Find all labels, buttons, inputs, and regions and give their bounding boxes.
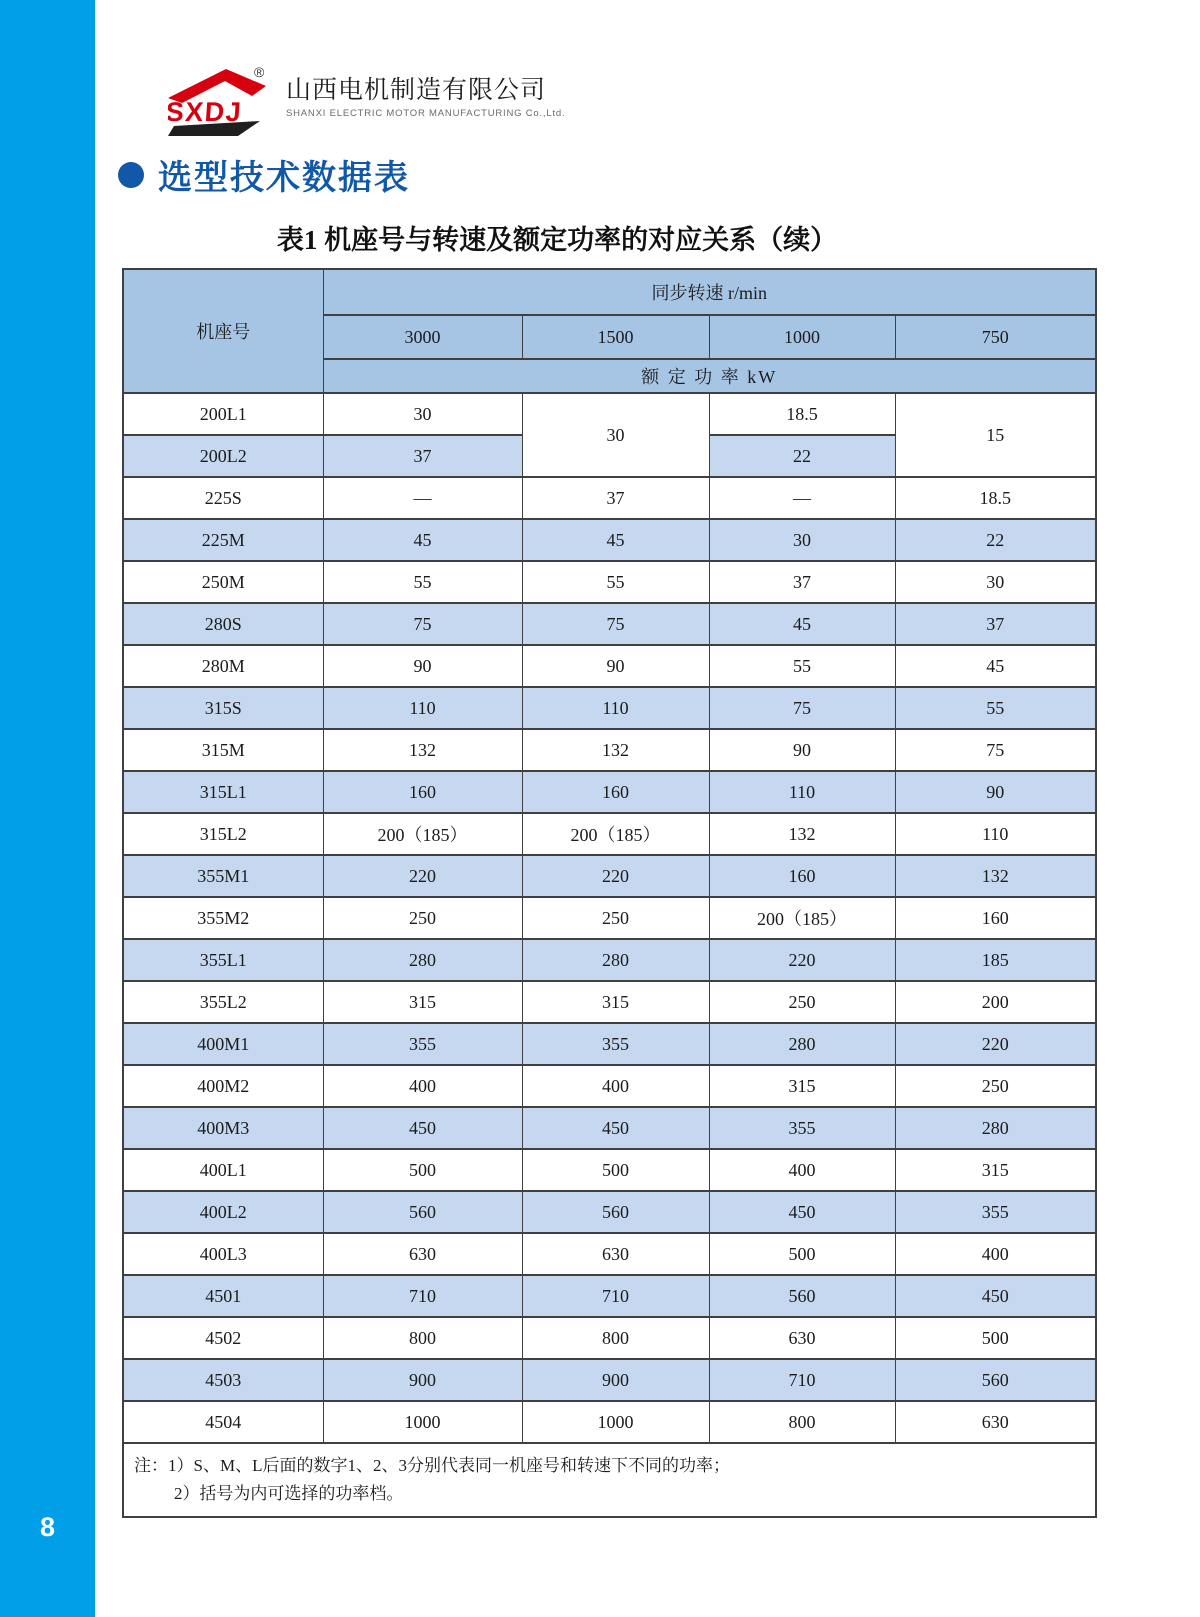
power-cell: 500 — [709, 1233, 895, 1275]
note-line-2: 2）括号为内可选择的功率档。 — [173, 1484, 404, 1504]
table-body — [123, 393, 1096, 1443]
power-cell: 560 — [323, 1191, 522, 1233]
power-cell: 45 — [709, 603, 895, 645]
power-cell: 500 — [323, 1149, 522, 1191]
table-row — [123, 561, 1096, 603]
frame-cell: 280S — [123, 603, 323, 645]
company-name-en: SHANXI ELECTRIC MOTOR MANUFACTURING Co.,Ltd. — [286, 107, 566, 119]
power-cell: 560 — [522, 1191, 709, 1233]
power-cell: 250 — [895, 1065, 1096, 1107]
power-cell: 1000 — [323, 1401, 522, 1443]
power-cell: 315 — [323, 981, 522, 1023]
power-cell: 900 — [522, 1359, 709, 1401]
power-cell: 45 — [895, 645, 1096, 687]
power-cell: 55 — [895, 687, 1096, 729]
frame-cell: 4503 — [123, 1359, 323, 1401]
table-row — [123, 729, 1096, 771]
power-cell: 315 — [895, 1149, 1096, 1191]
frame-cell: 4502 — [123, 1317, 323, 1359]
registered-trademark-icon: ® — [254, 64, 265, 80]
power-cell: 280 — [323, 939, 522, 981]
power-cell: 630 — [522, 1233, 709, 1275]
table-header — [123, 269, 1096, 393]
table-row — [123, 1191, 1096, 1233]
power-cell: 75 — [522, 603, 709, 645]
frame-cell: 4504 — [123, 1401, 323, 1443]
table-row — [123, 1359, 1096, 1401]
table-footer — [123, 1443, 1096, 1517]
power-cell: 220 — [522, 855, 709, 897]
speed-header-750: 750 — [895, 315, 1096, 359]
power-cell: 250 — [522, 897, 709, 939]
table-notes — [123, 1443, 1096, 1517]
power-cell: 132 — [323, 729, 522, 771]
frame-cell: 400M3 — [123, 1107, 323, 1149]
power-cell: 160 — [323, 771, 522, 813]
speed-header-3000: 3000 — [323, 315, 522, 359]
company-name-cn: 山西电机制造有限公司 — [286, 76, 547, 104]
frame-col-header: 机座号 — [123, 269, 323, 393]
power-cell: 220 — [323, 855, 522, 897]
power-cell: 560 — [895, 1359, 1096, 1401]
table-row — [123, 813, 1096, 855]
power-cell: 450 — [709, 1191, 895, 1233]
power-cell: — — [709, 477, 895, 519]
power-cell: 185 — [895, 939, 1096, 981]
power-cell: 90 — [323, 645, 522, 687]
table-row — [123, 519, 1096, 561]
power-cell: 710 — [522, 1275, 709, 1317]
table-row — [123, 771, 1096, 813]
power-cell: 37 — [895, 603, 1096, 645]
power-cell: 710 — [709, 1359, 895, 1401]
power-cell: 37 — [522, 477, 709, 519]
power-cell: 355 — [323, 1023, 522, 1065]
power-cell: 800 — [709, 1401, 895, 1443]
power-cell: 160 — [895, 897, 1096, 939]
power-cell: 45 — [522, 519, 709, 561]
power-cell: 200 — [895, 981, 1096, 1023]
power-cell: 400 — [522, 1065, 709, 1107]
frame-cell: 225S — [123, 477, 323, 519]
table-row — [123, 1317, 1096, 1359]
power-cell: 355 — [522, 1023, 709, 1065]
power-cell: 110 — [522, 687, 709, 729]
spec-table — [122, 268, 1097, 1518]
power-cell: 90 — [895, 771, 1096, 813]
power-cell: 280 — [709, 1023, 895, 1065]
bullet-icon — [118, 162, 144, 188]
logo-text-block — [286, 66, 565, 119]
table-row — [123, 603, 1096, 645]
frame-cell: 400L3 — [123, 1233, 323, 1275]
power-cell: 30 — [323, 393, 522, 435]
power-cell: 315 — [522, 981, 709, 1023]
frame-cell: 400L2 — [123, 1191, 323, 1233]
frame-cell: 280M — [123, 645, 323, 687]
power-cell: 630 — [895, 1401, 1096, 1443]
power-cell: 90 — [709, 729, 895, 771]
power-cell: 400 — [709, 1149, 895, 1191]
power-cell: 1000 — [522, 1401, 709, 1443]
frame-cell: 4501 — [123, 1275, 323, 1317]
section-heading — [118, 150, 410, 199]
table-row — [123, 477, 1096, 519]
power-cell: 630 — [709, 1317, 895, 1359]
speed-header-1500: 1500 — [522, 315, 709, 359]
power-cell: 90 — [522, 645, 709, 687]
power-cell: 220 — [895, 1023, 1096, 1065]
power-cell: 22 — [709, 435, 895, 477]
table-row — [123, 687, 1096, 729]
svg-text:SXDJ: SXDJ — [168, 97, 244, 127]
power-cell: 280 — [895, 1107, 1096, 1149]
power-group-header: 额 定 功 率 kW — [323, 359, 1096, 393]
frame-cell: 315M — [123, 729, 323, 771]
table-row — [123, 855, 1096, 897]
power-cell: 110 — [323, 687, 522, 729]
frame-cell: 315S — [123, 687, 323, 729]
power-cell: 400 — [895, 1233, 1096, 1275]
frame-cell: 355M1 — [123, 855, 323, 897]
table-title: 表1 机座号与转速及额定功率的对应关系（续） — [276, 225, 838, 255]
table-row — [123, 1023, 1096, 1065]
frame-cell: 315L2 — [123, 813, 323, 855]
power-cell: 630 — [323, 1233, 522, 1275]
power-cell: 280 — [522, 939, 709, 981]
power-cell: 75 — [895, 729, 1096, 771]
power-cell: 500 — [522, 1149, 709, 1191]
power-cell: 315 — [709, 1065, 895, 1107]
note-line-1: 注：1）S、M、L后面的数字1、2、3分别代表同一机座号和转速下不同的功率； — [134, 1456, 730, 1475]
power-cell: 450 — [522, 1107, 709, 1149]
speed-header-1000: 1000 — [709, 315, 895, 359]
power-cell: 75 — [323, 603, 522, 645]
frame-cell: 355L2 — [123, 981, 323, 1023]
power-cell: 160 — [522, 771, 709, 813]
frame-cell: 250M — [123, 561, 323, 603]
page-number: 8 — [39, 1512, 56, 1542]
power-cell: 110 — [895, 813, 1096, 855]
power-cell: 132 — [522, 729, 709, 771]
power-cell: 37 — [323, 435, 522, 477]
frame-cell: 200L2 — [123, 435, 323, 477]
frame-cell: 355M2 — [123, 897, 323, 939]
frame-cell: 400M2 — [123, 1065, 323, 1107]
power-cell: 55 — [323, 561, 522, 603]
power-cell: 15 — [895, 393, 1096, 477]
left-accent-strip — [0, 0, 95, 1617]
power-cell: 160 — [709, 855, 895, 897]
table-row — [123, 1065, 1096, 1107]
power-cell: 18.5 — [709, 393, 895, 435]
speed-group-header: 同步转速 r/min — [323, 269, 1096, 315]
frame-cell: 400L1 — [123, 1149, 323, 1191]
power-cell: 710 — [323, 1275, 522, 1317]
power-cell: 45 — [323, 519, 522, 561]
power-cell: 75 — [709, 687, 895, 729]
power-cell: 560 — [709, 1275, 895, 1317]
power-cell: 110 — [709, 771, 895, 813]
power-cell: 250 — [709, 981, 895, 1023]
power-cell: 22 — [895, 519, 1096, 561]
power-cell: 800 — [522, 1317, 709, 1359]
power-cell: 200（185） — [522, 813, 709, 855]
power-cell: 132 — [709, 813, 895, 855]
sxdj-logo-icon — [168, 66, 272, 136]
power-cell: 355 — [709, 1107, 895, 1149]
frame-cell: 225M — [123, 519, 323, 561]
power-cell: 30 — [895, 561, 1096, 603]
table-row — [123, 1401, 1096, 1443]
power-cell: — — [323, 477, 522, 519]
company-logo — [168, 66, 565, 136]
power-cell: 55 — [709, 645, 895, 687]
power-cell: 30 — [709, 519, 895, 561]
power-cell: 450 — [895, 1275, 1096, 1317]
table-row — [123, 897, 1096, 939]
power-cell: 200（185） — [323, 813, 522, 855]
power-cell: 30 — [522, 393, 709, 477]
frame-cell: 200L1 — [123, 393, 323, 435]
table-row — [123, 645, 1096, 687]
power-cell: 400 — [323, 1065, 522, 1107]
power-cell: 355 — [895, 1191, 1096, 1233]
power-cell: 450 — [323, 1107, 522, 1149]
power-cell: 500 — [895, 1317, 1096, 1359]
table-row — [123, 393, 1096, 435]
frame-cell: 400M1 — [123, 1023, 323, 1065]
table-row — [123, 1275, 1096, 1317]
power-cell: 37 — [709, 561, 895, 603]
power-cell: 18.5 — [895, 477, 1096, 519]
section-heading-text: 选型技术数据表 — [158, 159, 410, 197]
power-cell: 200（185） — [709, 897, 895, 939]
table-row — [123, 1149, 1096, 1191]
power-cell: 800 — [323, 1317, 522, 1359]
table-row — [123, 1233, 1096, 1275]
table-row — [123, 981, 1096, 1023]
frame-cell: 315L1 — [123, 771, 323, 813]
frame-cell: 355L1 — [123, 939, 323, 981]
power-cell: 900 — [323, 1359, 522, 1401]
power-cell: 55 — [522, 561, 709, 603]
table-row — [123, 1107, 1096, 1149]
power-cell: 132 — [895, 855, 1096, 897]
table-row — [123, 939, 1096, 981]
power-cell: 250 — [323, 897, 522, 939]
power-cell: 220 — [709, 939, 895, 981]
